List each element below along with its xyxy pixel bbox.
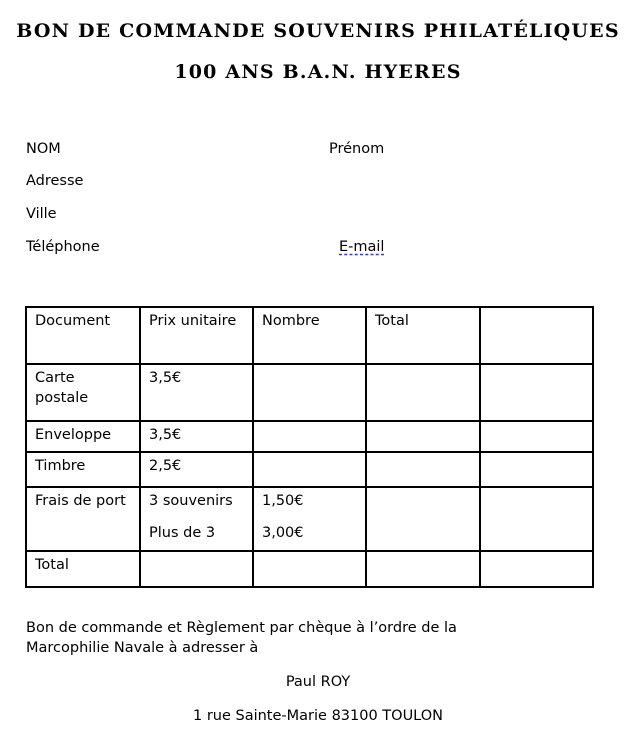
cell-total[interactable]: [366, 421, 480, 452]
cell-prix: 2,5€: [140, 452, 253, 487]
table-row: [26, 421, 593, 452]
shipping-option-label: 3 souvenirs: [149, 493, 233, 509]
cell-document: Enveloppe: [26, 421, 140, 452]
adresse-label: Adresse: [26, 173, 84, 189]
cell-prix: 3,5€: [140, 364, 253, 421]
header-document: Document: [26, 307, 140, 364]
form-subtitle: 100 ANS B.A.N. HYERES: [174, 61, 462, 83]
telephone-label: Téléphone: [26, 239, 100, 255]
shipping-option-label: Plus de 3: [149, 525, 216, 541]
cell-blank: [480, 452, 593, 487]
table-header-row: [26, 307, 593, 364]
cell-blank: [480, 487, 593, 551]
header-total: Total: [366, 307, 480, 364]
form-title: BON DE COMMANDE SOUVENIRS PHILATÉLIQUES: [16, 20, 620, 42]
payment-instructions-line2: Marcophilie Navale à adresser à: [26, 640, 259, 656]
order-table: [25, 306, 594, 588]
table-total-row: [26, 551, 593, 587]
cell-blank: [253, 551, 366, 587]
nom-label: NOM: [26, 141, 61, 157]
recipient-address: 1 rue Sainte-Marie 83100 TOULON: [192, 708, 444, 724]
cell-prix: 3,5€: [140, 421, 253, 452]
cell-blank: [480, 421, 593, 452]
prenom-label: Prénom: [329, 141, 385, 157]
cell-nombre[interactable]: [253, 452, 366, 487]
cell-document: Frais de port: [26, 487, 140, 551]
cell-nombre[interactable]: [253, 364, 366, 421]
cell-total[interactable]: [366, 452, 480, 487]
cell-shipping-prices: [253, 487, 366, 551]
ville-label: Ville: [26, 206, 57, 222]
cell-blank: [480, 551, 593, 587]
shipping-option-price: 1,50€: [262, 493, 304, 509]
cell-document: Carte postale: [26, 364, 140, 421]
cell-grand-total[interactable]: [366, 551, 480, 587]
email-label: E-mail: [339, 239, 385, 255]
cell-shipping-options: [140, 487, 253, 551]
shipping-option-price: 3,00€: [262, 525, 304, 541]
header-prix-unitaire: Prix unitaire: [140, 307, 253, 364]
cell-total-label: Total: [26, 551, 140, 587]
cell-blank: [480, 364, 593, 421]
cell-document: Timbre: [26, 452, 140, 487]
cell-total[interactable]: [366, 364, 480, 421]
cell-total[interactable]: [366, 487, 480, 551]
cell-blank: [140, 551, 253, 587]
table-row: [26, 452, 593, 487]
recipient-name: Paul ROY: [285, 674, 351, 690]
payment-instructions-line1: Bon de commande et Règlement par chèque à l’ordre de la: [26, 620, 457, 636]
table-row: [26, 364, 593, 421]
table-row: [26, 487, 593, 551]
header-nombre: Nombre: [253, 307, 366, 364]
cell-nombre[interactable]: [253, 421, 366, 452]
header-blank: [480, 307, 593, 364]
